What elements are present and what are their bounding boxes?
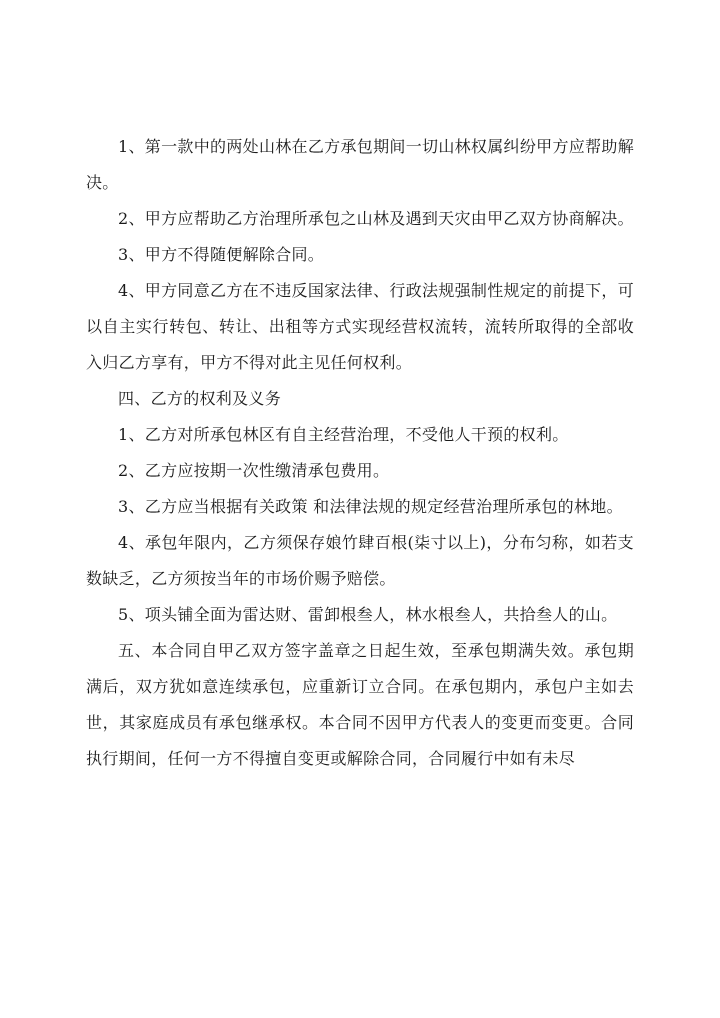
paragraph-3: 3、甲方不得随便解除合同。 xyxy=(118,245,325,264)
document-body xyxy=(86,129,634,777)
section-heading-4: 四、乙方的权利及义务 xyxy=(118,389,282,408)
paragraph-2: 2、甲方应帮助乙方治理所承包之山林及遇到天灾由甲乙双方协商解决。 xyxy=(118,209,634,228)
paragraph-1: 1、第一款中的两处山林在乙方承包期间一切山林权属纠纷甲方应帮助解决。 xyxy=(86,137,634,192)
paragraph-4: 4、甲方同意乙方在不违反国家法律、行政法规强制性规定的前提下，可以自主实行转包、转让、出租等方式实现经营权流转，流转所取得的全部收入归乙方享有，甲方不得对此主见任何权利。 xyxy=(86,281,634,372)
paragraph-9: 5、项头铺全面为雷达财、雷卸根叁人，林水根叁人，共拾叁人的山。 xyxy=(118,605,618,624)
section-5-paragraph: 五、本合同自甲乙双方签字盖章之日起生效，至承包期满失效。承包期满后，双方犹如意连续承包，应重新订立合同。在承包期内，承包户主如去世，其家庭成员有承包继承权。本合同不因甲方代表人的变更而变更。合同执行期间，任何一方不得擅自变更或解除合同，合同履行中如有未尽 xyxy=(86,641,634,768)
paragraph-6: 2、乙方应按期一次性缴清承包费用。 xyxy=(118,461,390,480)
paragraph-7: 3、乙方应当根据有关政策 和法律法规的规定经营治理所承包的林地。 xyxy=(118,497,623,516)
paragraph-5: 1、乙方对所承包林区有自主经营治理，不受他人干预的权利。 xyxy=(118,425,569,444)
paragraph-8: 4、承包年限内，乙方须保存娘竹肆百根(柒寸以上)，分布匀称，如若支数缺乏，乙方须按当年的市场价赐予赔偿。 xyxy=(86,533,634,588)
